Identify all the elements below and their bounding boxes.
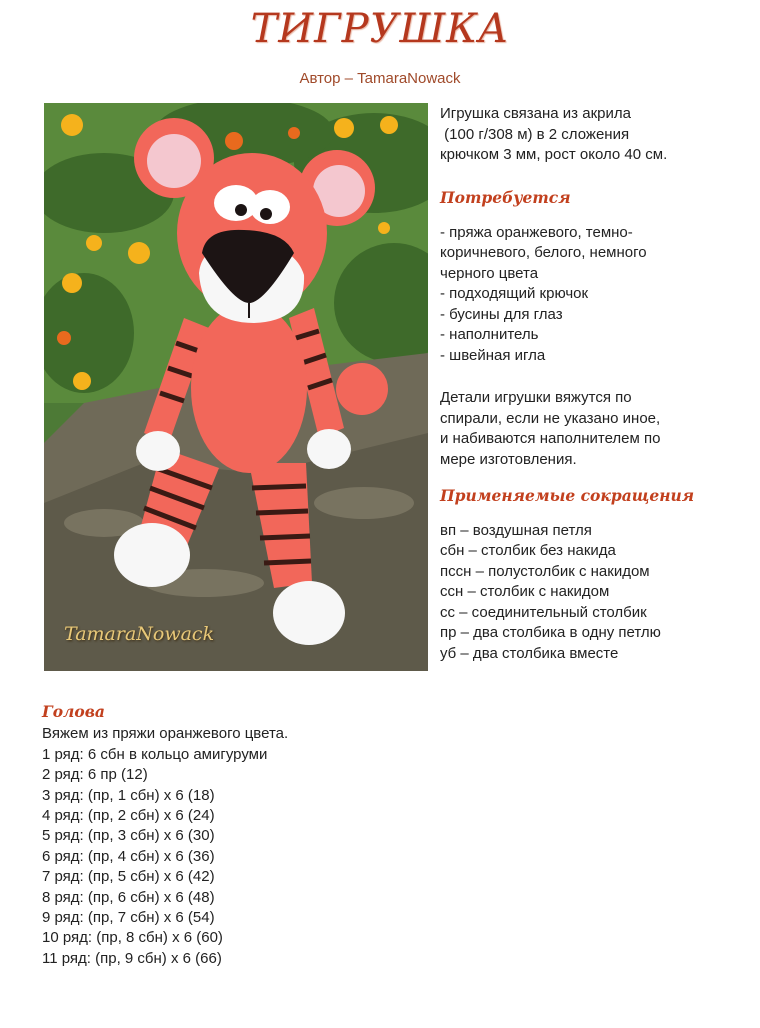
abbreviation-item: сбн – столбик без накида	[440, 542, 616, 559]
pattern-row: 10 ряд: (пр, 8 сбн) х 6 (60)	[42, 929, 223, 947]
abbreviation-item: сс – соединительный столбик	[440, 603, 647, 621]
intro-text	[440, 104, 750, 166]
materials-item: - бусины для глаз	[440, 305, 563, 323]
pattern-row: 6 ряд: (пр, 4 сбн) х 6 (36)	[42, 847, 215, 865]
notes-text	[440, 388, 750, 470]
pattern-row: 9 ряд: (пр, 7 сбн) х 6 (54)	[42, 909, 215, 927]
intro-line: (100 г/308 м) в 2 сложения	[440, 125, 630, 143]
abbreviation-item: уб – два столбика вместе	[440, 644, 619, 662]
pattern-row: 2 ряд: 6 пр (12)	[42, 766, 148, 784]
pattern-row: 1 ряд: 6 сбн в кольцо амигуруми	[42, 745, 268, 763]
pattern-row: 8 ряд: (пр, 6 сбн) х 6 (48)	[42, 888, 215, 906]
author-line: Автор – TamaraNowack	[299, 70, 461, 87]
intro-line: Игрушка связана из акрила	[440, 105, 631, 122]
abbreviation-item: ссн – столбик с накидом	[440, 583, 610, 600]
materials-item: - наполнитель	[440, 326, 539, 343]
materials-heading: Потребуется	[440, 188, 571, 207]
toy-photo	[44, 103, 428, 671]
head-heading: Голова	[42, 702, 105, 721]
abbreviation-item: пр – два столбика в одну петлю	[440, 624, 661, 641]
photo-watermark: TamaraNowack	[64, 623, 215, 645]
materials-section	[440, 188, 750, 366]
abbreviation-item: вп – воздушная петля	[440, 521, 592, 539]
head-section	[42, 702, 288, 969]
abbreviation-item: пссн – полустолбик с накидом	[440, 562, 650, 580]
notes-line: и набиваются наполнителем по	[440, 430, 661, 447]
abbreviations-heading: Применяемые сокращения	[440, 486, 695, 505]
notes-line: Детали игрушки вяжутся по	[440, 389, 632, 406]
notes-line: спирали, если не указано иное,	[440, 409, 661, 427]
materials-item: - пряжа оранжевого, темно-	[440, 223, 633, 241]
intro-line: крючком 3 мм, рост около 40 см.	[440, 146, 668, 163]
pattern-row: 11 ряд: (пр, 9 сбн) х 6 (66)	[42, 949, 222, 967]
notes-line: мере изготовления.	[440, 450, 577, 468]
pattern-row: 4 ряд: (пр, 2 сбн) х 6 (24)	[42, 807, 215, 825]
tiger-toy-illustration	[44, 103, 428, 671]
page-title: ТИГРУШКА	[250, 6, 510, 52]
pattern-row: 3 ряд: (пр, 1 сбн) х 6 (18)	[42, 786, 215, 804]
pattern-row: 7 ряд: (пр, 5 сбн) х 6 (42)	[42, 868, 215, 886]
abbreviations-section	[440, 486, 750, 664]
materials-item: черного цвета	[440, 264, 539, 282]
materials-item: коричневого, белого, немного	[440, 244, 647, 261]
materials-item: - швейная игла	[440, 346, 546, 364]
pattern-row: 5 ряд: (пр, 3 сбн) х 6 (30)	[42, 827, 215, 845]
materials-item: - подходящий крючок	[440, 285, 589, 302]
head-intro: Вяжем из пряжи оранжевого цвета.	[42, 725, 289, 743]
